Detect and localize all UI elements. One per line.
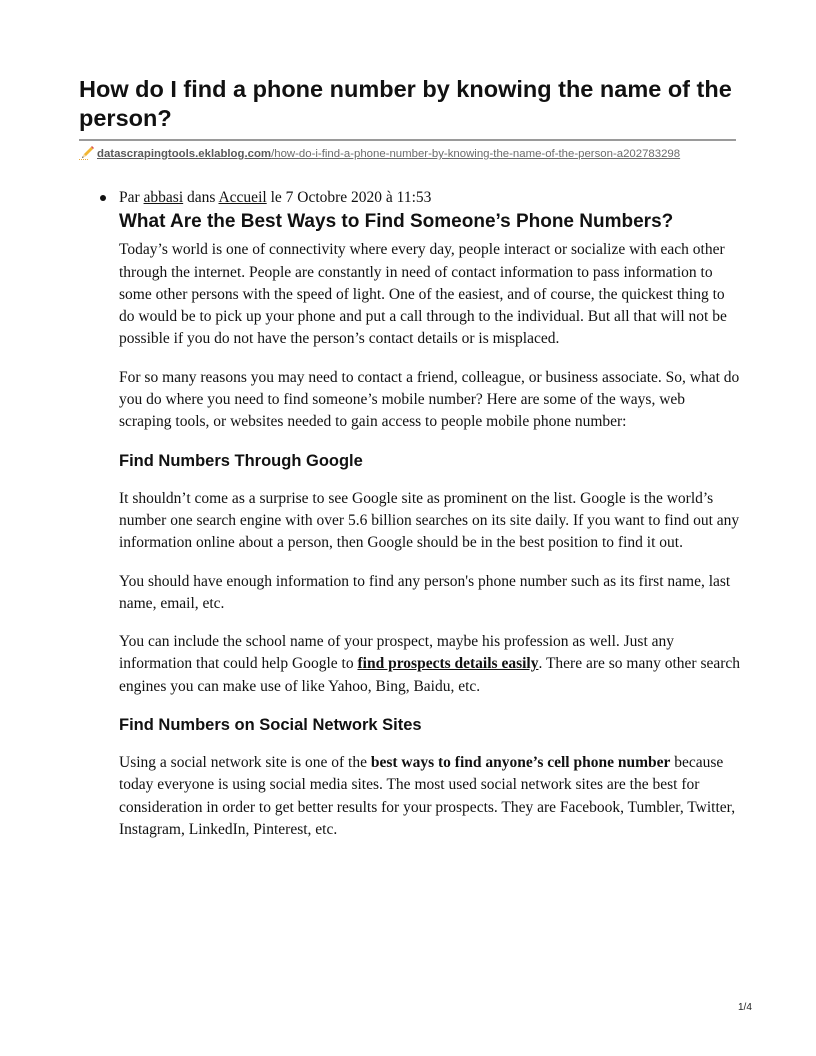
social-paragraph-before: Using a social network site is one of the [119,754,371,772]
social-section-heading: Find Numbers on Social Network Sites [119,716,422,735]
pencil-icon [79,146,95,160]
meta-middle: dans [187,189,216,206]
google-paragraph-3-before: You can include the school name of your prospect, maybe his profession as well. Just any information that could help Google to [119,633,675,673]
google-paragraph-3 [119,631,741,698]
title-divider [79,139,736,141]
find-prospects-link[interactable]: find prospects details easily [357,655,539,673]
bullet-icon [100,195,106,201]
meta-prefix: Par [119,189,140,206]
social-paragraph-bold: best ways to find anyone’s cell phone number [370,754,671,772]
post-meta [119,187,741,209]
page-title: How do I find a phone number by knowing the name of the person? [79,76,732,131]
main-heading: What Are the Best Ways to Find Someone’s Phone Numbers? [119,211,674,233]
page-number: 1/4 [738,1002,752,1013]
google-paragraph-2: You should have enough information to find any person's phone number such as its first name, last name, email, etc. [119,572,731,612]
google-section-heading: Find Numbers Through Google [119,451,363,470]
source-path-link[interactable]: /how-do-i-find-a-phone-number-by-knowing-the-name-of-the-person-a202783298 [271,148,681,160]
intro-paragraph-1: Today’s world is one of connectivity where every day, people interact or socialize with each other through the internet. People are constantly in need of contact information to pass information to some other persons with the speed of light. One of the easiest, and of course, the quickest thing to do would be to pick up your phone and put a call through to the individual. But all that will not be possible if you do not have the person’s contact details or is misplaced. [119,241,727,348]
social-paragraph [119,752,741,841]
article-content [119,187,741,857]
category-link[interactable]: Accueil [218,189,267,206]
source-domain-link[interactable]: datascrapingtools.eklablog.com [97,148,272,160]
social-paragraph-after: because today everyone is using social media sites. The most used social network sites are the best for consideration in order to get better results for your prospects. They are Facebook, Tumbler, Twitter, Instagram, LinkedIn, Pinterest, etc. [119,754,736,838]
google-paragraph-1: It shouldn’t come as a surprise to see Google site as prominent on the list. Google is the world’s number one search engine with over 5.6 billion searches on its site daily. If you want to find out any information online about a person, then Google should be in the best position to find it out. [119,489,740,552]
intro-paragraph-2: For so many reasons you may need to contact a friend, colleague, or business associate. So, what do you do where you need to find someone’s mobile number? Here are some of the ways, web scraping tools, or websites needed to gain access to people mobile phone number: [119,368,740,431]
google-paragraph-3-after: . There are so many other search engines you can make use of like Yahoo, Bing, Baidu, etc. [119,655,741,695]
author-link[interactable]: abbasi [143,189,184,206]
source-url[interactable] [79,146,759,162]
meta-date: le 7 Octobre 2020 à 11:53 [270,189,432,206]
